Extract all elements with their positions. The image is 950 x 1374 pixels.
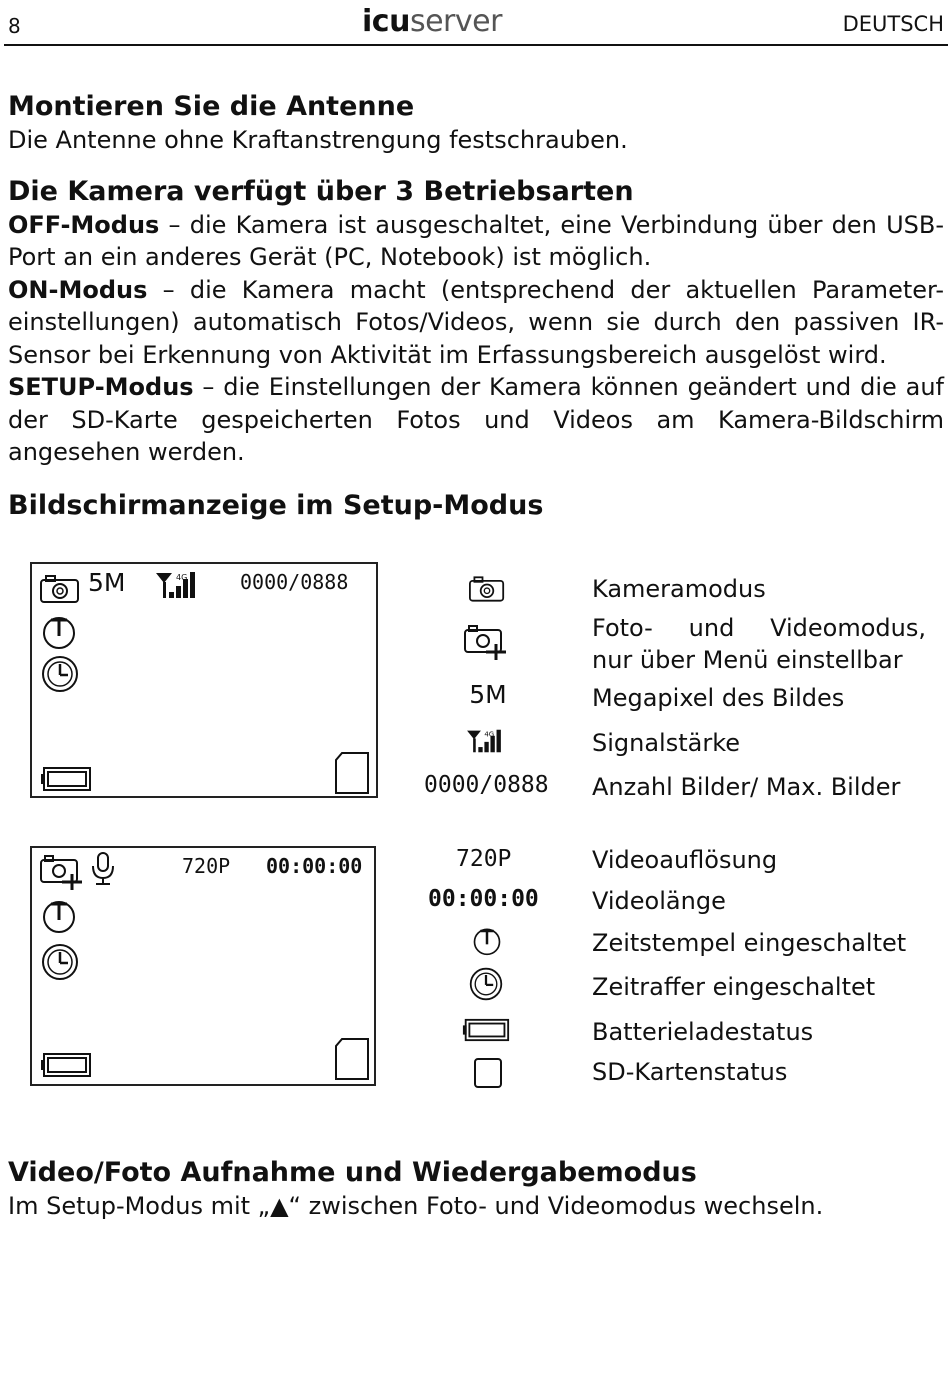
antenna-heading: Montieren Sie die Antenne (8, 91, 415, 122)
video-resolution-value: 720P (456, 846, 512, 872)
playback-section (8, 1156, 944, 1223)
legend-photo-video-mode-line2: nur über Menü einstellbar (592, 646, 903, 674)
page-header (0, 0, 950, 46)
microphone-icon (90, 852, 116, 886)
playback-heading: Video/Foto Aufnahme und Wiedergabemodus (8, 1157, 697, 1188)
megapixel-value: 5M (469, 680, 507, 709)
battery-icon (40, 766, 92, 792)
legend-timestamp: Zeitstempel eingeschaltet (592, 929, 907, 957)
logo-light-part: server (409, 4, 502, 39)
legend-battery: Batterieladestatus (592, 1018, 814, 1046)
language-label: DEUTSCH (842, 12, 944, 36)
page-number: 8 (8, 14, 21, 38)
battery-icon (462, 1018, 510, 1042)
battery-icon (40, 1052, 92, 1078)
timelapse-icon (40, 654, 80, 694)
setup-mode-text: – die Einstellungen der Kamera können geändert und die auf der SD-Karte gespeicherten Fotos und Videos am Kamera-Bildschirm angesehen werden. (8, 373, 944, 466)
main-content (8, 90, 944, 523)
playback-text: Im Setup-Modus mit „▲“ zwischen Foto- und Videomodus wechseln. (8, 1192, 824, 1220)
photo-counter: 0000/0888 (240, 570, 349, 594)
video-length-value: 00:00:00 (428, 886, 539, 912)
signal-icon (154, 570, 204, 600)
header-divider (4, 44, 948, 46)
setup-mode-paragraph (8, 371, 944, 469)
timestamp-icon (40, 898, 78, 934)
legend-video-length: Videolänge (592, 887, 726, 915)
modes-heading: Die Kamera verfügt über 3 Betriebsarten (8, 175, 634, 207)
setup-mode-label: SETUP-Modus (8, 373, 194, 401)
camera-icon (40, 574, 80, 604)
legend-camera-mode: Kameramodus (592, 575, 766, 603)
antenna-text: Die Antenne ohne Kraftanstrengung festschrauben. (8, 126, 628, 154)
legend-timelapse: Zeitraffer eingeschaltet (592, 973, 876, 1001)
off-mode-paragraph (8, 209, 944, 274)
svg-text:4G: 4G (176, 573, 188, 582)
on-mode-label: ON-Modus (8, 275, 148, 304)
photo-mode-screen (30, 562, 378, 798)
photo-video-icon (40, 854, 84, 892)
legend-counter: Anzahl Bilder/ Max. Bilder (592, 773, 901, 801)
on-mode-paragraph (8, 274, 944, 372)
photo-resolution: 5M (88, 568, 126, 597)
sd-card-icon (334, 752, 370, 794)
logo-bold-part: icu (362, 4, 410, 39)
on-mode-text: – die Kamera macht (entsprechend der aktuellen Parameter-einstellungen) automatisch Fotos/Videos, wenn sie durch den passiven IR-Sensor bei Erkennung von Aktivität im Erfassungsbereich ausgelöst wird. (8, 275, 944, 369)
video-duration: 00:00:00 (266, 854, 363, 878)
sd-card-icon (334, 1038, 370, 1080)
camera-icon (469, 575, 505, 603)
off-mode-label: OFF-Modus (8, 210, 160, 239)
legend-sd-card: SD-Kartenstatus (592, 1058, 788, 1086)
svg-text:4G: 4G (484, 730, 495, 739)
timestamp-icon (40, 614, 78, 650)
video-mode-screen (30, 846, 376, 1086)
photo-video-icon (464, 624, 508, 662)
legend-megapixel: Megapixel des Bildes (592, 684, 845, 712)
off-mode-text: – die Kamera ist ausgeschaltet, eine Verbindung über den USB-Port an ein anderes Gerät (PC, Notebook) ist möglich. (8, 210, 944, 271)
timelapse-icon (40, 942, 80, 982)
video-resolution: 720P (182, 854, 231, 878)
signal-icon (465, 728, 509, 754)
legend-signal: Signalstärke (592, 729, 741, 757)
legend-photo-video-mode-line1: Foto- und Videomodus, (592, 614, 926, 642)
display-heading: Bildschirmanzeige im Setup-Modus (8, 489, 544, 521)
timelapse-icon (468, 966, 504, 1002)
counter-value: 0000/0888 (424, 772, 549, 798)
timestamp-icon (470, 926, 504, 956)
brand-logo (362, 4, 502, 39)
sd-card-icon (474, 1058, 502, 1088)
legend-video-resolution: Videoauflösung (592, 846, 778, 874)
